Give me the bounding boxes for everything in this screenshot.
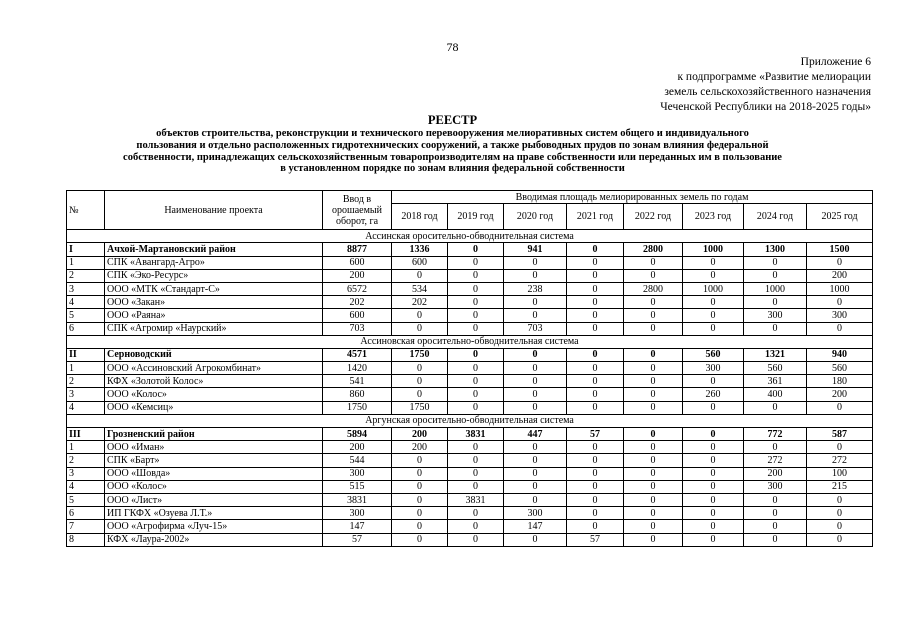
- cell-project-name: ООО «Агрофирма «Луч-15»: [105, 520, 323, 533]
- cell-number: 4: [67, 401, 105, 414]
- cell-2020: 0: [504, 480, 567, 493]
- header-number: №: [67, 191, 105, 230]
- district-row: [67, 428, 873, 441]
- cell-project-name: ООО «Лист»: [105, 493, 323, 506]
- cell-number: 2: [67, 269, 105, 282]
- cell-2021: 0: [567, 454, 624, 467]
- cell-2020: 703: [504, 322, 567, 335]
- table-row: [67, 520, 873, 533]
- cell-number: 5: [67, 309, 105, 322]
- cell-project-name: СПК «Барт»: [105, 454, 323, 467]
- cell-number: 3: [67, 467, 105, 480]
- cell-irrigated-input: 703: [323, 322, 392, 335]
- cell-2018: 0: [392, 507, 448, 520]
- cell-2019: 0: [448, 362, 504, 375]
- cell-2018: 1336: [392, 243, 448, 256]
- cell-2019: 3831: [448, 493, 504, 506]
- cell-2024: 300: [744, 480, 807, 493]
- cell-2025: 587: [807, 428, 873, 441]
- district-row: [67, 348, 873, 361]
- cell-irrigated-input: 5894: [323, 428, 392, 441]
- cell-2022: 0: [624, 520, 683, 533]
- cell-2019: 0: [448, 480, 504, 493]
- cell-2021: 57: [567, 533, 624, 546]
- cell-2025: 272: [807, 454, 873, 467]
- cell-2018: 1750: [392, 401, 448, 414]
- cell-2022: 2800: [624, 243, 683, 256]
- cell-2019: 0: [448, 269, 504, 282]
- cell-number: I: [67, 243, 105, 256]
- cell-2023: 1000: [683, 243, 744, 256]
- cell-2025: 180: [807, 375, 873, 388]
- cell-number: 6: [67, 322, 105, 335]
- cell-2023: 0: [683, 454, 744, 467]
- cell-2020: 0: [504, 269, 567, 282]
- cell-2018: 0: [392, 322, 448, 335]
- cell-2023: 0: [683, 507, 744, 520]
- cell-2021: 0: [567, 256, 624, 269]
- cell-2024: 300: [744, 309, 807, 322]
- header-input-line-1: Ввод в: [342, 193, 372, 205]
- cell-2023: 300: [683, 362, 744, 375]
- table-row: [67, 309, 873, 322]
- cell-2020: 300: [504, 507, 567, 520]
- cell-2024: 0: [744, 493, 807, 506]
- cell-project-name: ООО «Колос»: [105, 480, 323, 493]
- irrigation-system-name: Ассиновская оросительно-обводнительная система: [67, 335, 873, 348]
- cell-2018: 0: [392, 362, 448, 375]
- cell-2025: 100: [807, 467, 873, 480]
- cell-2019: 0: [448, 309, 504, 322]
- cell-irrigated-input: 544: [323, 454, 392, 467]
- cell-2023: 0: [683, 296, 744, 309]
- cell-2018: 0: [392, 269, 448, 282]
- cell-project-name: СПК «Авангард-Агро»: [105, 256, 323, 269]
- cell-2022: 0: [624, 441, 683, 454]
- cell-2021: 0: [567, 480, 624, 493]
- cell-2018: 202: [392, 296, 448, 309]
- cell-2019: 0: [448, 348, 504, 361]
- cell-2024: 0: [744, 507, 807, 520]
- cell-2023: 0: [683, 441, 744, 454]
- cell-2019: 0: [448, 243, 504, 256]
- cell-project-name: ООО «Раяна»: [105, 309, 323, 322]
- cell-2020: 0: [504, 362, 567, 375]
- cell-2021: 0: [567, 296, 624, 309]
- cell-2018: 1750: [392, 348, 448, 361]
- cell-2020: 0: [504, 441, 567, 454]
- header-irrigated-input: [323, 191, 392, 230]
- cell-number: 8: [67, 533, 105, 546]
- cell-2021: 0: [567, 322, 624, 335]
- subtitle-line-4: в установленном порядке по зонам влияния федеральной собственности: [280, 163, 625, 175]
- cell-2025: 0: [807, 296, 873, 309]
- cell-2021: 0: [567, 362, 624, 375]
- cell-number: 3: [67, 282, 105, 295]
- cell-2020: 147: [504, 520, 567, 533]
- district-row: [67, 243, 873, 256]
- cell-number: 7: [67, 520, 105, 533]
- cell-2021: 0: [567, 520, 624, 533]
- cell-2018: 0: [392, 388, 448, 401]
- table-row: [67, 533, 873, 546]
- cell-2022: 0: [624, 348, 683, 361]
- cell-2018: 0: [392, 480, 448, 493]
- table-row: [67, 401, 873, 414]
- cell-2023: 0: [683, 428, 744, 441]
- cell-irrigated-input: 200: [323, 269, 392, 282]
- appendix-line-3: земель сельскохозяйственного назначения: [664, 86, 871, 98]
- cell-2022: 0: [624, 454, 683, 467]
- cell-irrigated-input: 300: [323, 507, 392, 520]
- subtitle-line-3: собственности, принадлежащих сельскохозяйственным товаропроизводителям на праве собственности или переданных им в пользование: [123, 151, 782, 163]
- cell-irrigated-input: 6572: [323, 282, 392, 295]
- cell-2023: 0: [683, 256, 744, 269]
- cell-2022: 0: [624, 533, 683, 546]
- cell-2022: 0: [624, 401, 683, 414]
- cell-2018: 200: [392, 428, 448, 441]
- cell-2022: 0: [624, 309, 683, 322]
- cell-2022: 0: [624, 296, 683, 309]
- cell-irrigated-input: 1750: [323, 401, 392, 414]
- cell-2024: 1000: [744, 282, 807, 295]
- cell-number: III: [67, 428, 105, 441]
- irrigation-system-row: [67, 335, 873, 348]
- header-year-2020: 2020 год: [504, 204, 567, 230]
- cell-2025: 560: [807, 362, 873, 375]
- table-row: [67, 493, 873, 506]
- cell-2018: 0: [392, 454, 448, 467]
- header-area-by-year: Вводимая площадь мелиорированных земель по годам: [392, 191, 873, 204]
- cell-2019: 0: [448, 256, 504, 269]
- cell-2025: 1000: [807, 282, 873, 295]
- cell-2025: 200: [807, 269, 873, 282]
- cell-project-name: ООО «Ассиновский Агрокомбинат»: [105, 362, 323, 375]
- cell-2022: 0: [624, 428, 683, 441]
- irrigation-system-row: [67, 414, 873, 427]
- cell-2021: 0: [567, 309, 624, 322]
- cell-2021: 0: [567, 493, 624, 506]
- cell-irrigated-input: 541: [323, 375, 392, 388]
- cell-irrigated-input: 147: [323, 520, 392, 533]
- cell-2020: 238: [504, 282, 567, 295]
- table-row: [67, 362, 873, 375]
- document-subtitle: [30, 128, 875, 175]
- table-row: [67, 282, 873, 295]
- cell-2025: 0: [807, 401, 873, 414]
- cell-2019: 0: [448, 282, 504, 295]
- cell-2023: 0: [683, 375, 744, 388]
- header-year-2019: 2019 год: [448, 204, 504, 230]
- cell-irrigated-input: 4571: [323, 348, 392, 361]
- cell-2024: 1300: [744, 243, 807, 256]
- cell-2022: 0: [624, 388, 683, 401]
- cell-2021: 0: [567, 375, 624, 388]
- cell-2018: 0: [392, 309, 448, 322]
- cell-2024: 0: [744, 322, 807, 335]
- cell-2020: 0: [504, 348, 567, 361]
- cell-project-name: ООО «Иман»: [105, 441, 323, 454]
- cell-2024: 0: [744, 401, 807, 414]
- cell-irrigated-input: 202: [323, 296, 392, 309]
- cell-2021: 57: [567, 428, 624, 441]
- cell-2019: 0: [448, 441, 504, 454]
- appendix-line-4: Чеченской Республики на 2018-2025 годы»: [660, 101, 871, 113]
- table-row: [67, 322, 873, 335]
- cell-2021: 0: [567, 388, 624, 401]
- cell-2019: 3831: [448, 428, 504, 441]
- table-row: [67, 507, 873, 520]
- registry-table: [66, 190, 873, 547]
- cell-2022: 0: [624, 467, 683, 480]
- cell-2025: 0: [807, 322, 873, 335]
- header-input-line-2: орошаемый: [332, 204, 382, 216]
- cell-irrigated-input: 8877: [323, 243, 392, 256]
- cell-2022: 0: [624, 256, 683, 269]
- cell-irrigated-input: 860: [323, 388, 392, 401]
- cell-2018: 534: [392, 282, 448, 295]
- header-year-2022: 2022 год: [624, 204, 683, 230]
- cell-2021: 0: [567, 282, 624, 295]
- cell-2021: 0: [567, 507, 624, 520]
- cell-irrigated-input: 600: [323, 256, 392, 269]
- cell-irrigated-input: 300: [323, 467, 392, 480]
- cell-2020: 0: [504, 296, 567, 309]
- cell-irrigated-input: 1420: [323, 362, 392, 375]
- cell-2025: 1500: [807, 243, 873, 256]
- table-row: [67, 296, 873, 309]
- cell-2024: 0: [744, 296, 807, 309]
- cell-2024: 400: [744, 388, 807, 401]
- table-row: [67, 256, 873, 269]
- header-year-2025: 2025 год: [807, 204, 873, 230]
- page-number: 78: [446, 40, 459, 54]
- cell-2024: 200: [744, 467, 807, 480]
- cell-2024: 0: [744, 256, 807, 269]
- cell-2023: 0: [683, 520, 744, 533]
- cell-2019: 0: [448, 401, 504, 414]
- cell-2020: 0: [504, 533, 567, 546]
- cell-2019: 0: [448, 388, 504, 401]
- cell-2024: 0: [744, 520, 807, 533]
- cell-project-name: ООО «Шовда»: [105, 467, 323, 480]
- subtitle-line-2: пользования и отдельно расположенных гидротехнических сооружений, а также рыбоводных прудов по зонам влияния федеральной: [136, 139, 769, 151]
- irrigation-system-name: Ассинская оросительно-обводнительная система: [67, 230, 873, 243]
- cell-2019: 0: [448, 375, 504, 388]
- cell-2020: 0: [504, 388, 567, 401]
- cell-2024: 0: [744, 441, 807, 454]
- cell-project-name: Серноводский: [105, 348, 323, 361]
- cell-2019: 0: [448, 467, 504, 480]
- cell-2020: 0: [504, 256, 567, 269]
- cell-project-name: ООО «Колос»: [105, 388, 323, 401]
- irrigation-system-row: [67, 230, 873, 243]
- header-year-2024: 2024 год: [744, 204, 807, 230]
- cell-2020: 0: [504, 309, 567, 322]
- cell-2020: 0: [504, 454, 567, 467]
- cell-2025: 300: [807, 309, 873, 322]
- table-row: [67, 375, 873, 388]
- cell-2024: 361: [744, 375, 807, 388]
- table-row: [67, 388, 873, 401]
- header-input-line-3: оборот, га: [335, 215, 379, 227]
- cell-2022: 0: [624, 507, 683, 520]
- cell-number: 2: [67, 375, 105, 388]
- cell-2020: 0: [504, 375, 567, 388]
- cell-number: 4: [67, 296, 105, 309]
- cell-project-name: СПК «Эко-Ресурс»: [105, 269, 323, 282]
- header-year-2021: 2021 год: [567, 204, 624, 230]
- cell-2023: 0: [683, 309, 744, 322]
- cell-2022: 0: [624, 269, 683, 282]
- cell-project-name: СПК «Агромир «Наурский»: [105, 322, 323, 335]
- cell-2025: 215: [807, 480, 873, 493]
- cell-2021: 0: [567, 348, 624, 361]
- cell-2024: 1321: [744, 348, 807, 361]
- cell-2021: 0: [567, 441, 624, 454]
- cell-project-name: Ачхой-Мартановский район: [105, 243, 323, 256]
- cell-2023: 0: [683, 269, 744, 282]
- table-header: [67, 191, 873, 230]
- cell-2018: 0: [392, 375, 448, 388]
- cell-2018: 0: [392, 533, 448, 546]
- cell-irrigated-input: 200: [323, 441, 392, 454]
- cell-2023: 0: [683, 480, 744, 493]
- table-row: [67, 269, 873, 282]
- cell-2024: 272: [744, 454, 807, 467]
- cell-2024: 772: [744, 428, 807, 441]
- cell-number: II: [67, 348, 105, 361]
- cell-number: 1: [67, 441, 105, 454]
- cell-2024: 0: [744, 533, 807, 546]
- cell-number: 2: [67, 454, 105, 467]
- cell-2022: 0: [624, 480, 683, 493]
- cell-2021: 0: [567, 269, 624, 282]
- cell-project-name: ИП ГКФХ «Озуева Л.Т.»: [105, 507, 323, 520]
- cell-number: 1: [67, 362, 105, 375]
- cell-2022: 0: [624, 362, 683, 375]
- cell-2020: 0: [504, 493, 567, 506]
- cell-2023: 0: [683, 322, 744, 335]
- cell-2019: 0: [448, 533, 504, 546]
- cell-irrigated-input: 3831: [323, 493, 392, 506]
- cell-project-name: КФХ «Золотой Колос»: [105, 375, 323, 388]
- cell-2019: 0: [448, 296, 504, 309]
- appendix-line-2: к подпрограмме «Развитие мелиорации: [677, 71, 871, 83]
- cell-2021: 0: [567, 401, 624, 414]
- cell-number: 6: [67, 507, 105, 520]
- table-row: [67, 454, 873, 467]
- header-project-name: Наименование проекта: [105, 191, 323, 230]
- cell-2025: 0: [807, 520, 873, 533]
- cell-project-name: ООО «Закан»: [105, 296, 323, 309]
- cell-2019: 0: [448, 507, 504, 520]
- table-body: [67, 230, 873, 547]
- cell-number: 1: [67, 256, 105, 269]
- table-row: [67, 441, 873, 454]
- appendix-line-1: Приложение 6: [800, 56, 871, 68]
- cell-2022: 0: [624, 322, 683, 335]
- cell-2025: 200: [807, 388, 873, 401]
- cell-2025: 0: [807, 507, 873, 520]
- cell-2023: 260: [683, 388, 744, 401]
- cell-2020: 0: [504, 467, 567, 480]
- cell-2025: 940: [807, 348, 873, 361]
- cell-number: 5: [67, 493, 105, 506]
- cell-2023: 560: [683, 348, 744, 361]
- cell-2021: 0: [567, 243, 624, 256]
- cell-2025: 0: [807, 256, 873, 269]
- cell-2023: 0: [683, 401, 744, 414]
- cell-2023: 0: [683, 533, 744, 546]
- cell-2025: 0: [807, 493, 873, 506]
- cell-2019: 0: [448, 454, 504, 467]
- cell-2022: 2800: [624, 282, 683, 295]
- cell-irrigated-input: 600: [323, 309, 392, 322]
- header-year-2023: 2023 год: [683, 204, 744, 230]
- cell-project-name: Грозненский район: [105, 428, 323, 441]
- subtitle-line-1: объектов строительства, реконструкции и технического перевооружения мелиоративных систем общего и индивидуального: [156, 128, 749, 139]
- cell-2023: 0: [683, 493, 744, 506]
- cell-irrigated-input: 515: [323, 480, 392, 493]
- appendix-note: [660, 55, 871, 115]
- cell-2019: 0: [448, 520, 504, 533]
- cell-2022: 0: [624, 375, 683, 388]
- cell-2018: 0: [392, 520, 448, 533]
- cell-2025: 0: [807, 533, 873, 546]
- cell-2018: 200: [392, 441, 448, 454]
- cell-2023: 1000: [683, 282, 744, 295]
- cell-irrigated-input: 57: [323, 533, 392, 546]
- cell-number: 4: [67, 480, 105, 493]
- cell-2018: 0: [392, 493, 448, 506]
- cell-2019: 0: [448, 322, 504, 335]
- cell-project-name: ООО «МТК «Стандарт-С»: [105, 282, 323, 295]
- document-title: РЕЕСТР: [427, 113, 478, 127]
- cell-project-name: КФХ «Лаура-2002»: [105, 533, 323, 546]
- cell-2024: 0: [744, 269, 807, 282]
- cell-2020: 941: [504, 243, 567, 256]
- cell-2021: 0: [567, 467, 624, 480]
- table-row: [67, 467, 873, 480]
- cell-2023: 0: [683, 467, 744, 480]
- cell-2018: 600: [392, 256, 448, 269]
- cell-2020: 0: [504, 401, 567, 414]
- cell-number: 3: [67, 388, 105, 401]
- cell-2018: 0: [392, 467, 448, 480]
- irrigation-system-name: Аргунская оросительно-обводнительная система: [67, 414, 873, 427]
- header-year-2018: 2018 год: [392, 204, 448, 230]
- cell-2022: 0: [624, 493, 683, 506]
- cell-2020: 447: [504, 428, 567, 441]
- table-row: [67, 480, 873, 493]
- cell-2025: 0: [807, 441, 873, 454]
- cell-2024: 560: [744, 362, 807, 375]
- cell-project-name: ООО «Кемсиц»: [105, 401, 323, 414]
